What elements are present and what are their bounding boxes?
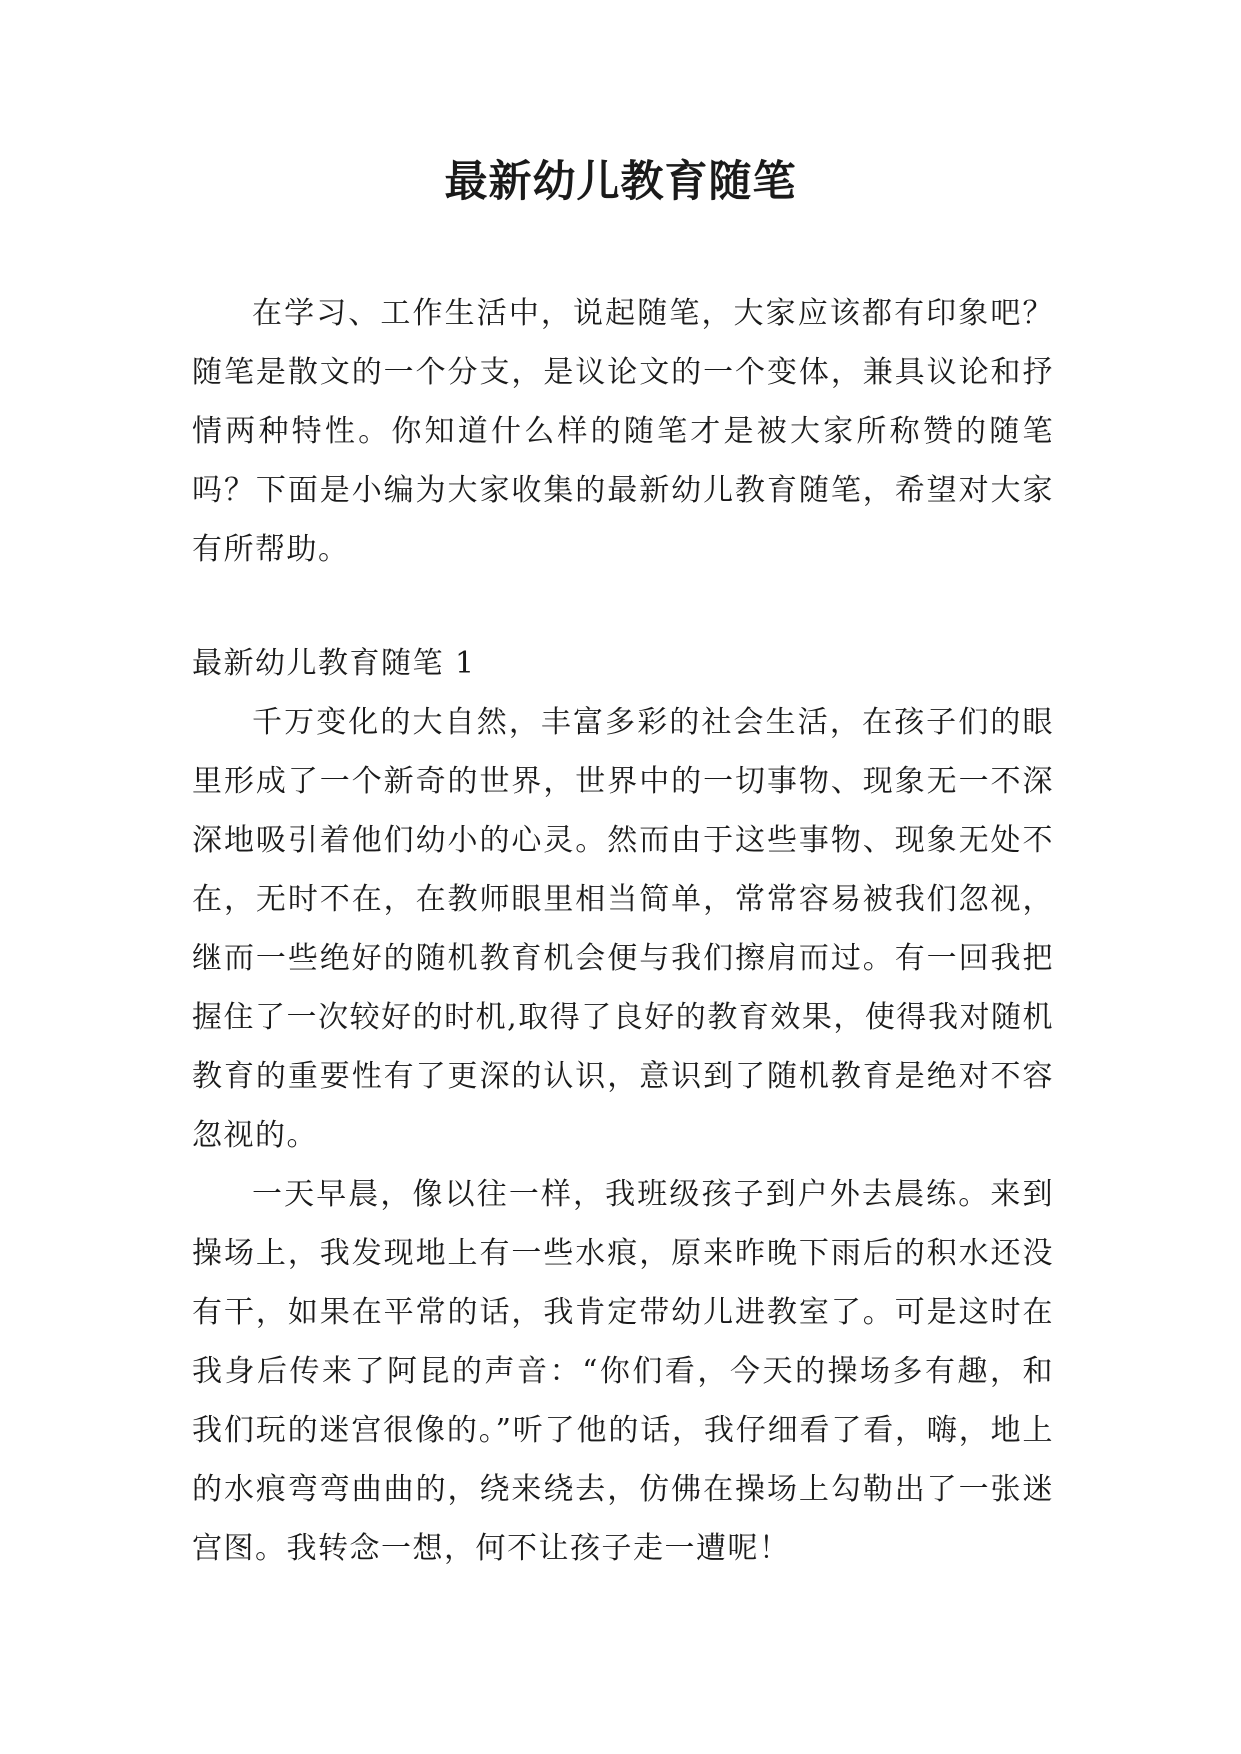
- body-paragraph: 一天早晨，像以往一样，我班级孩子到户外去晨练。来到操场上，我发现地上有一些水痕，原来昨晚下雨后的积水还没有干，如果在平常的话，我肯定带幼儿进教室了。可是这时在我身后传来了阿昆的声音：“你们看，今天的操场多有趣，和我们玩的迷宫很像的。”听了他的话，我仔细看了看，嗨，地上的水痕弯弯曲曲的，绕来绕去，仿佛在操场上勾勒出了一张迷宫图。我转念一想，何不让孩子走一遭呢！: [192, 1177, 1054, 1566]
- document-title: 最新幼儿教育随笔: [444, 157, 797, 207]
- intro-block: [192, 284, 1054, 579]
- section-body: [192, 693, 1054, 1578]
- section-heading: 最新幼儿教育随笔 1: [192, 646, 476, 681]
- body-paragraph: 千万变化的大自然，丰富多彩的社会生活，在孩子们的眼里形成了一个新奇的世界，世界中的一切事物、现象无一不深深地吸引着他们幼小的心灵。然而由于这些事物、现象无处不在，无时不在，在教师眼里相当简单，常常容易被我们忽视，继而一些绝好的随机教育机会便与我们擦肩而过。有一回我把握住了一次较好的时机,取得了良好的教育效果，使得我对随机教育的重要性有了更深的认识，意识到了随机教育是绝对不容忽视的。: [192, 705, 1054, 1153]
- intro-paragraph: 在学习、工作生活中，说起随笔，大家应该都有印象吧？随笔是散文的一个分支，是议论文的一个变体，兼具议论和抒情两种特性。你知道什么样的随笔才是被大家所称赞的随笔吗？下面是小编为大家收集的最新幼儿教育随笔，希望对大家有所帮助。: [192, 296, 1054, 567]
